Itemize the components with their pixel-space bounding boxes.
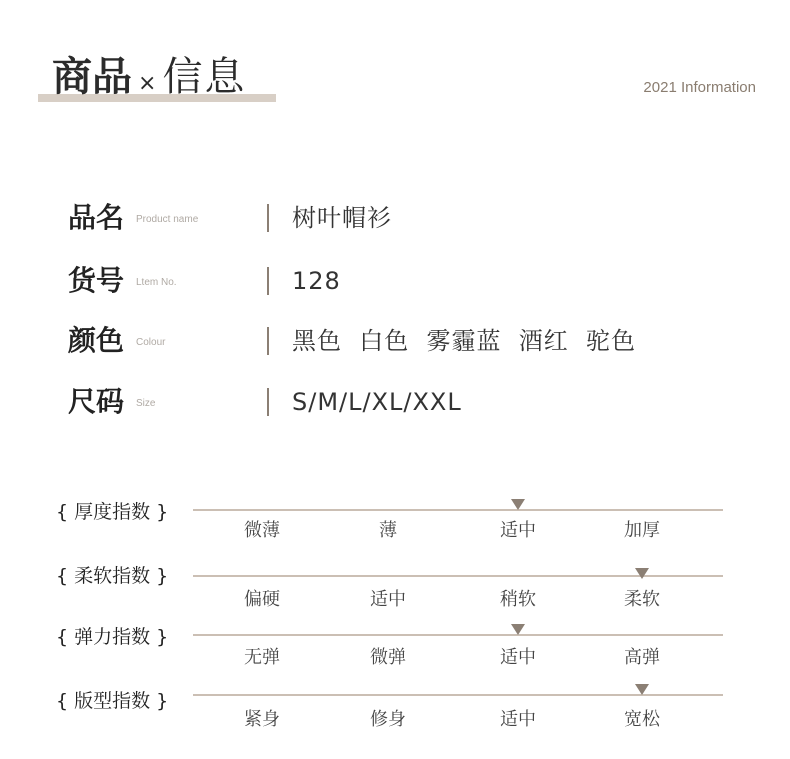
index-marker (635, 568, 649, 579)
info-separator (267, 204, 269, 232)
index-option: 偏硬 (244, 589, 280, 610)
index-scale-line (193, 634, 723, 636)
index-option: 适中 (500, 520, 536, 541)
info-row-item-no (68, 261, 728, 301)
index-option: 高弹 (624, 647, 660, 668)
index-label: { 厚度指数 } (56, 501, 169, 523)
title-main: 商品 (52, 54, 132, 100)
info-value: 黑色 白色 雾霾蓝 酒红 驼色 (292, 327, 637, 355)
page-title (52, 55, 246, 99)
index-option: 薄 (379, 520, 397, 541)
info-value: 树叶帽衫 (292, 204, 392, 232)
index-label: { 弹力指数 } (56, 626, 169, 648)
index-scale-line (193, 509, 723, 511)
index-option: 加厚 (624, 520, 660, 541)
index-row-elasticity (0, 624, 790, 680)
index-marker (511, 499, 525, 510)
header-subtitle: 2021 Information (643, 79, 756, 96)
index-option: 柔软 (624, 589, 660, 610)
index-marker (635, 684, 649, 695)
info-label-en: Product name (136, 214, 199, 225)
index-option: 修身 (370, 709, 406, 730)
index-row-fit (0, 688, 790, 744)
info-label: 品名 (68, 201, 125, 234)
index-option: 适中 (370, 589, 406, 610)
index-option: 稍软 (500, 589, 536, 610)
info-separator (267, 388, 269, 416)
title-multiply: × (138, 71, 157, 96)
info-label-en: Size (136, 398, 156, 409)
index-row-thickness (0, 499, 790, 555)
index-option: 紧身 (244, 709, 280, 730)
index-option: 宽松 (624, 709, 660, 730)
index-marker (511, 624, 525, 635)
info-separator (267, 327, 269, 355)
index-option: 适中 (500, 647, 536, 668)
index-row-softness (0, 563, 790, 619)
index-label: { 柔软指数 } (56, 565, 169, 587)
index-option: 适中 (500, 709, 536, 730)
info-value: S/M/L/XL/XXL (292, 388, 462, 416)
index-option: 微弹 (370, 647, 406, 668)
info-label: 货号 (68, 264, 125, 297)
index-option: 微薄 (244, 520, 280, 541)
info-label-en: Ltem No. (136, 277, 177, 288)
title-rest: 信息 (162, 54, 247, 100)
info-label: 尺码 (68, 385, 125, 418)
index-option: 无弹 (244, 647, 280, 668)
info-value: 128 (292, 267, 341, 295)
info-row-name (68, 198, 728, 238)
info-row-colour (68, 321, 728, 361)
index-label: { 版型指数 } (56, 690, 169, 712)
info-separator (267, 267, 269, 295)
info-label-en: Colour (136, 337, 166, 348)
info-row-size (68, 382, 728, 422)
info-label: 颜色 (68, 324, 125, 357)
